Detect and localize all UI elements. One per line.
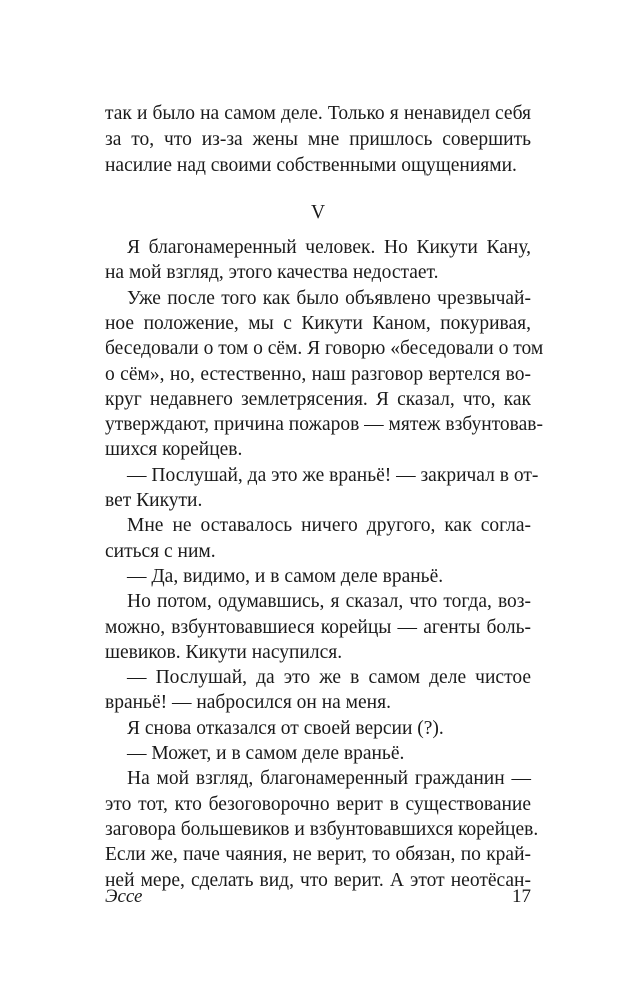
text-line: Я благонамеренный человек. Но Кикути Кану, [127,237,531,258]
text-line: враньё! — набросился он на меня. [105,692,391,714]
text-line: вет Кикути. [105,490,203,511]
text-line: шихся корейцев. [105,439,243,461]
text-line: На мой взгляд, благонамеренный гражданин — [127,768,531,790]
text-line: на мой взгляд, этого качества недостает. [105,262,439,284]
text-line: Уже после того как было объявлено чрезвычай- [127,287,531,309]
text-line: это тот, кто безоговорочно верит в существование [105,793,531,815]
text-line: заговора большевиков и взбунтовавшихся корейцев. [105,818,539,840]
text-line: Мне не оставалось ничего другого, как согла- [127,515,531,537]
text-line: беседовали о том о сём. Я говорю «беседовали о том [105,338,544,360]
text-line: о сём», но, естественно, наш разговор вертелся во- [105,363,531,385]
text-line: ней мере, сделать вид, что верит. А этот неотёсан- [105,869,531,891]
text-line: Но потом, одумавшись, я сказал, что тогда, воз- [127,591,531,613]
text-line: за то, что из-за жены мне пришлось совершить [105,129,531,150]
text-line: — Послушай, да это же в самом деле чистое [127,667,531,689]
text-line: — Может, и в самом деле враньё. [127,743,405,764]
text-line: ситься с ним. [105,540,216,562]
text-line: — Да, видимо, и в самом деле враньё. [127,565,444,587]
page-number: 17 [512,886,531,907]
running-footer-title: Эссе [105,886,143,907]
text-line: шевиков. Кикути насупился. [105,641,343,663]
text-line: так и было на самом деле. Только я ненавидел себя [105,103,531,124]
text-line: ное положение, мы с Кикути Каном, покуривая, [105,312,531,334]
text-line: насилие над своими собственными ощущениями. [105,155,517,176]
text-line: Если же, паче чаяния, не верит, то обязан, по край- [105,844,531,866]
text-line: — Послушай, да это же враньё! — закричал в от- [127,464,539,486]
text-line: можно, взбунтовавшиеся корейцы — агенты боль- [105,616,531,638]
text-line: утверждают, причина пожаров — мятеж взбунтовав- [105,414,543,436]
text-line: круг недавнего землетрясения. Я сказал, что, как [105,388,531,410]
text-line: Я снова отказался от своей версии (?). [127,717,444,739]
chapter-heading: V [310,202,326,223]
